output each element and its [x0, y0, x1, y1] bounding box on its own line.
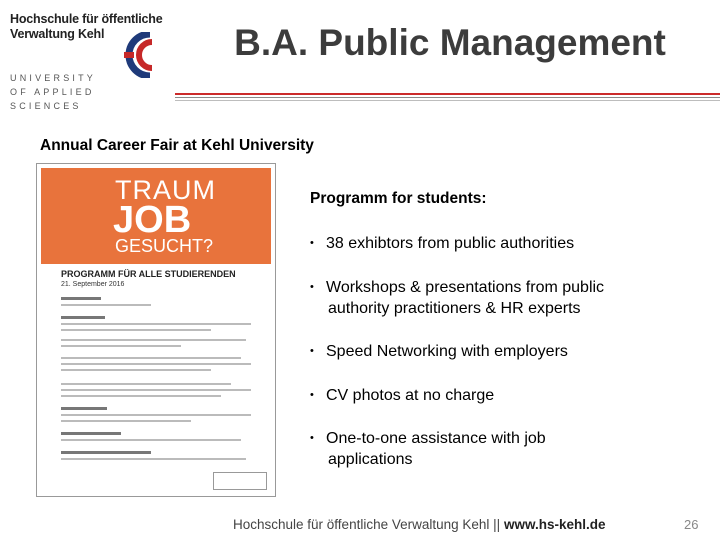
- poster-text-line: [61, 389, 251, 391]
- logo-line-2: Verwaltung Kehl: [10, 27, 105, 41]
- header-rule-red: [175, 93, 720, 95]
- poster-section-head: [61, 432, 121, 435]
- bullet-dot: •: [310, 432, 314, 444]
- bullet-dot: •: [310, 281, 314, 293]
- poster-gesucht: GESUCHT?: [115, 236, 214, 256]
- poster-text-line: [61, 323, 251, 325]
- logo-line-1: Hochschule für öffentliche: [10, 12, 163, 26]
- header-rule-light: [175, 100, 720, 101]
- poster-text-line: [61, 458, 246, 460]
- poster-section-head: [61, 451, 151, 454]
- logo-line-3: UNIVERSITY: [10, 73, 97, 83]
- university-logo: [8, 8, 168, 111]
- poster-text-line: [61, 357, 241, 359]
- header-rule-gray: [175, 97, 720, 98]
- bullet-text: Speed Networking with employers: [326, 343, 568, 360]
- poster-text-line: [61, 395, 221, 397]
- bullet-item: [310, 341, 670, 362]
- bullet-text-continued: applications: [328, 451, 413, 468]
- poster-text-line: [61, 420, 191, 422]
- bullet-text: One-to-one assistance with job: [326, 430, 546, 447]
- logo-subtitle: [10, 71, 168, 113]
- poster-text-line: [61, 304, 151, 306]
- poster-text-line: [61, 369, 211, 371]
- poster-text-line: [61, 383, 231, 385]
- poster-traum: TRAUM: [115, 175, 216, 205]
- bullet-item: [310, 428, 670, 470]
- slide-title: B.A. Public Management: [234, 22, 666, 63]
- poster-section-head: [61, 297, 101, 300]
- poster-text-line: [61, 345, 181, 347]
- program-heading: Programm for students:: [310, 190, 487, 207]
- bullet-item: [310, 277, 670, 319]
- poster-section-head: [61, 407, 107, 410]
- bullet-dot: •: [310, 345, 314, 357]
- slide-footer: [233, 517, 605, 532]
- logo-line-4: OF APPLIED SCIENCES: [10, 87, 95, 111]
- bullet-text-continued: authority practitioners & HR experts: [328, 300, 581, 317]
- poster-text-line: [61, 363, 251, 365]
- bullet-text: 38 exhibtors from public authorities: [326, 235, 575, 252]
- bullet-item: [310, 385, 670, 406]
- page-number: 26: [684, 517, 699, 532]
- bullet-text: Workshops & presentations from public: [326, 279, 605, 296]
- poster-job: JOB: [113, 199, 192, 241]
- bullet-text: CV photos at no charge: [326, 387, 495, 404]
- poster-text-line: [61, 439, 241, 441]
- poster-date: 21. September 2016: [61, 281, 125, 288]
- poster-text-line: [61, 339, 246, 341]
- bullet-item: [310, 233, 670, 254]
- poster-text-line: [61, 414, 251, 416]
- footer-link[interactable]: www.hs-kehl.de: [503, 517, 606, 532]
- bullet-dot: •: [310, 237, 314, 249]
- poster-section-head: [61, 316, 105, 319]
- poster-program-title: PROGRAMM FÜR ALLE STUDIERENDEN: [61, 269, 236, 279]
- bullet-dot: •: [310, 389, 314, 401]
- footer-text: Hochschule für öffentliche Verwaltung Kehl ||: [233, 517, 501, 532]
- poster-text-line: [61, 329, 211, 331]
- slide-subtitle: Annual Career Fair at Kehl University: [40, 137, 314, 154]
- career-fair-poster: [36, 163, 276, 497]
- poster-stamp: [213, 472, 267, 490]
